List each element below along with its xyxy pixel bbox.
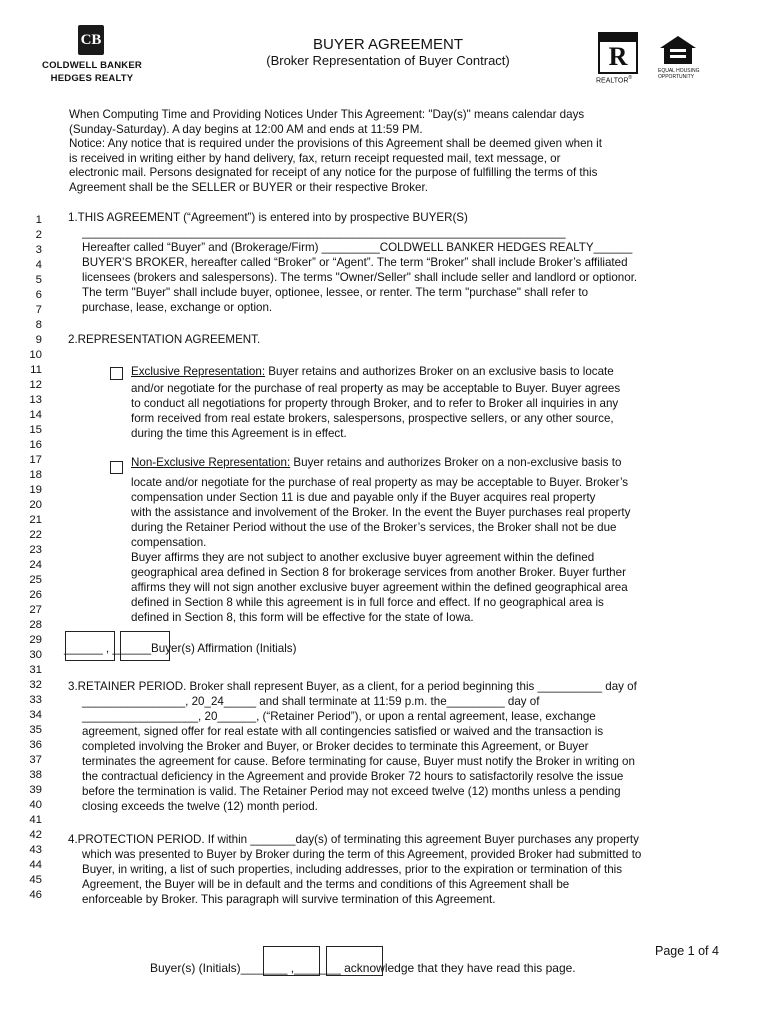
buyer-name-field[interactable]: ___________________________________________________________________________ [82,226,566,239]
section4-line: Agreement, the Buyer will be in default and the terms and conditions of this Agreement shall be [82,878,570,891]
line-number: 10 [29,349,42,361]
line-number: 30 [29,649,42,661]
nonexclusive-line: Buyer affirms they are not subject to another exclusive buyer agreement within the defined [131,551,595,564]
nonexclusive-line: during the Retainer Period without the use of the Broker’s services, the Broker shall not be due [131,521,617,534]
line-number: 18 [29,469,42,481]
line-number: 36 [29,739,42,751]
retainer-end-line[interactable]: __________________, 20______, (“Retainer Period”), or upon a rental agreement, lease, exchange [82,710,596,723]
nonexclusive-line: compensation. [131,536,207,549]
line-number: 25 [29,574,42,586]
realtor-registered-mark: ® [628,75,633,81]
line-number: 45 [29,874,42,886]
section4-line: Buyer, in writing, a list of such properties, including addresses, prior to the expiration or termination of this [82,863,623,876]
nonexclusive-line: defined in Section 8 while this agreement is in full force and effect. If no geographical area is [131,596,604,609]
line-number: 6 [35,289,42,301]
line-number: 43 [29,844,42,856]
line-number: 29 [29,634,42,646]
line-number: 1 [35,214,42,226]
section3-line: closing exceeds the twelve (12) month period. [82,800,318,813]
section1-line: BUYER’S BROKER, hereafter called “Broker” or “Agent”. The term “Broker” shall include Broker’s affiliated [82,256,628,269]
section3-line: agreement, signed offer for real estate with all contingencies satisfied or waived and the transaction is [82,725,604,738]
line-number: 7 [35,304,42,316]
section3-line: completed involving the Broker and Buyer, or Broker decides to terminate this Agreement, or Buyer [82,740,589,753]
line-number: 40 [29,799,42,811]
footer-initials-label: Buyer(s) (Initials) [150,961,241,975]
section1-line: purchase, lease, exchange or option. [82,301,273,314]
equal-housing-label [658,68,700,80]
exclusive-line: to conduct all negotiations for property through Broker, and to refer to Broker all inquiries in any [131,397,619,410]
line-number: 14 [29,409,42,421]
line-number: 19 [29,484,42,496]
line-number: 3 [35,244,42,256]
brand-name: COLDWELL BANKER [42,60,142,71]
notice-line: electronic mail. Persons designated for receipt of any notice for the purpose of fulfilling the terms of this [69,166,598,179]
notice-line: (Sunday-Saturday). A day begins at 12:00 AM and ends at 11:59 PM. [69,123,423,136]
realtor-r-mark: R [608,42,628,71]
document-title: BUYER AGREEMENT [312,36,464,53]
protection-period-line[interactable]: 4.PROTECTION PERIOD. If within _______day(s) of terminating this agreement Buyer purchases any property [68,833,639,846]
line-number: 46 [29,889,42,901]
exclusive-line: form received from real estate brokers, salespersons, prospective sellers, or any other source, [131,412,614,425]
eho-label-1: EQUAL HOUSING [658,68,700,74]
section1-line: licensees (brokers and salespersons). The terms "Owner/Seller" shall include seller and landlord or optionor. [82,271,638,284]
line-number: 22 [29,529,42,541]
line-number: 37 [29,754,42,766]
line-number: 38 [29,769,42,781]
nonexclusive-line: compensation under Section 11 is due and payable only if the Buyer acquires real property [131,491,596,504]
buyer-affirmation: ______ , ______Buyer(s) Affirmation (Initials) [64,642,297,655]
footer-acknowledgement [150,961,576,975]
section4-line: which was presented to Buyer by Broker during the term of this Agreement, provided Broker had submitted to [82,848,642,861]
footer-initial-blanks: _______ ,_______ [240,961,341,975]
exclusive-text: Buyer retains and authorizes Broker on an exclusive basis to locate [265,365,614,378]
line-number: 35 [29,724,42,736]
line-number: 31 [29,664,42,676]
retainer-dates-line[interactable]: ________________, 20_24_____ and shall terminate at 11:59 p.m. the_________ day of [82,695,540,708]
eho-label-2: OPPORTUNITY [658,74,695,80]
notice-line: Agreement shall be the SELLER or BUYER or their respective Broker. [69,181,428,194]
section3-line: terminates the agreement for cause. Before terminating for cause, Buyer must notify the Broker in writing on [82,755,635,768]
realtor-icon [598,32,638,74]
line-number: 39 [29,784,42,796]
line-number: 2 [35,229,42,241]
line-number: 23 [29,544,42,556]
line-number: 41 [29,814,42,826]
footer-ack-text: acknowledge that they have read this page. [340,961,576,975]
nonexclusive-line: defined in Section 8, this form will be effective for the state of Iowa. [131,611,474,624]
exclusive-line: and/or negotiate for the purchase of real property as may be acceptable to Buyer. Buyer agrees [131,382,621,395]
section1-intro: 1.THIS AGREEMENT (“Agreement”) is entered into by prospective BUYER(S) [68,211,468,224]
section4-line: enforceable by Broker. This paragraph will survive termination of this Agreement. [82,893,496,906]
line-number: 42 [29,829,42,841]
line-number: 5 [35,274,42,286]
exclusive-first-line [131,365,614,379]
line-number: 8 [35,319,42,331]
line-number: 11 [30,364,42,376]
brand-office: HEDGES REALTY [50,73,134,84]
nonexclusive-first-line [131,456,621,470]
page-number: Page 1 of 4 [655,944,719,958]
section3-line: 3.RETAINER PERIOD. Broker shall represent Buyer, as a client, for a period beginning this __________ day of [68,680,637,693]
line-number: 20 [29,499,42,511]
line-number: 24 [29,559,42,571]
section2-heading: 2.REPRESENTATION AGREEMENT. [68,333,261,346]
line-number: 32 [29,679,42,691]
exclusive-checkbox[interactable] [110,367,123,380]
nonexclusive-label: Non-Exclusive Representation: [131,456,291,469]
line-number: 21 [29,514,42,526]
nonexclusive-line: affirms they will not sign another exclusive buyer agreement within the defined geographical area [131,581,628,594]
notice-line: Notice: Any notice that is required under the provisions of this Agreement shall be deemed given when it [69,137,602,150]
notice-line: is received in writing either by hand delivery, fax, return receipt requested mail, text message, or [69,152,561,165]
section3-line: the contractual deficiency in the Agreement and provide Broker 72 hours to satisfactorily resolve the issue [82,770,624,783]
section1-line: Hereafter called “Buyer” and (Brokerage/Firm) _________COLDWELL BANKER HEDGES REALTY______ [82,241,633,254]
section3-line: before the termination is valid. The Retainer Period may not exceed twelve (12) months unless a pending [82,785,621,798]
line-number: 9 [35,334,42,346]
nonexclusive-line: locate and/or negotiate for the purchase of real property as may be acceptable to Buyer. Broker’s [131,476,629,489]
notice-line: When Computing Time and Providing Notices Under This Agreement: "Day(s)" means calendar days [69,108,585,121]
line-number: 34 [29,709,42,721]
exclusive-line: during the time this Agreement is in effect. [131,427,347,440]
line-number: 17 [29,454,42,466]
nonexclusive-line: with the assistance and involvement of the Broker. In the event the Buyer purchases real property [131,506,631,519]
coldwell-banker-logo: CB [78,25,104,55]
line-number: 12 [29,379,42,391]
line-number: 26 [29,589,42,601]
equal-housing-icon [658,34,698,66]
exclusive-label: Exclusive Representation: [131,365,266,378]
line-number: 44 [29,859,42,871]
nonexclusive-line: geographical area defined in Section 8 for brokerage services from another Broker. Buyer further [131,566,626,579]
realtor-label [596,75,632,84]
non-exclusive-checkbox[interactable] [110,461,123,474]
realtor-label-text: REALTOR [596,77,629,85]
line-number: 16 [29,439,42,451]
line-number: 28 [29,619,42,631]
nonexclusive-text: Buyer retains and authorizes Broker on a non-exclusive basis to [290,456,622,469]
section1-line: The term "Buyer" shall include buyer, optionee, lessee, or renter. The term "purchase" shall refer to [82,286,589,299]
line-number: 4 [35,259,42,271]
line-number: 27 [29,604,42,616]
line-number: 15 [29,424,42,436]
document-subtitle: (Broker Representation of Buyer Contract) [266,53,510,68]
line-number: 33 [29,694,42,706]
line-number: 13 [29,394,42,406]
